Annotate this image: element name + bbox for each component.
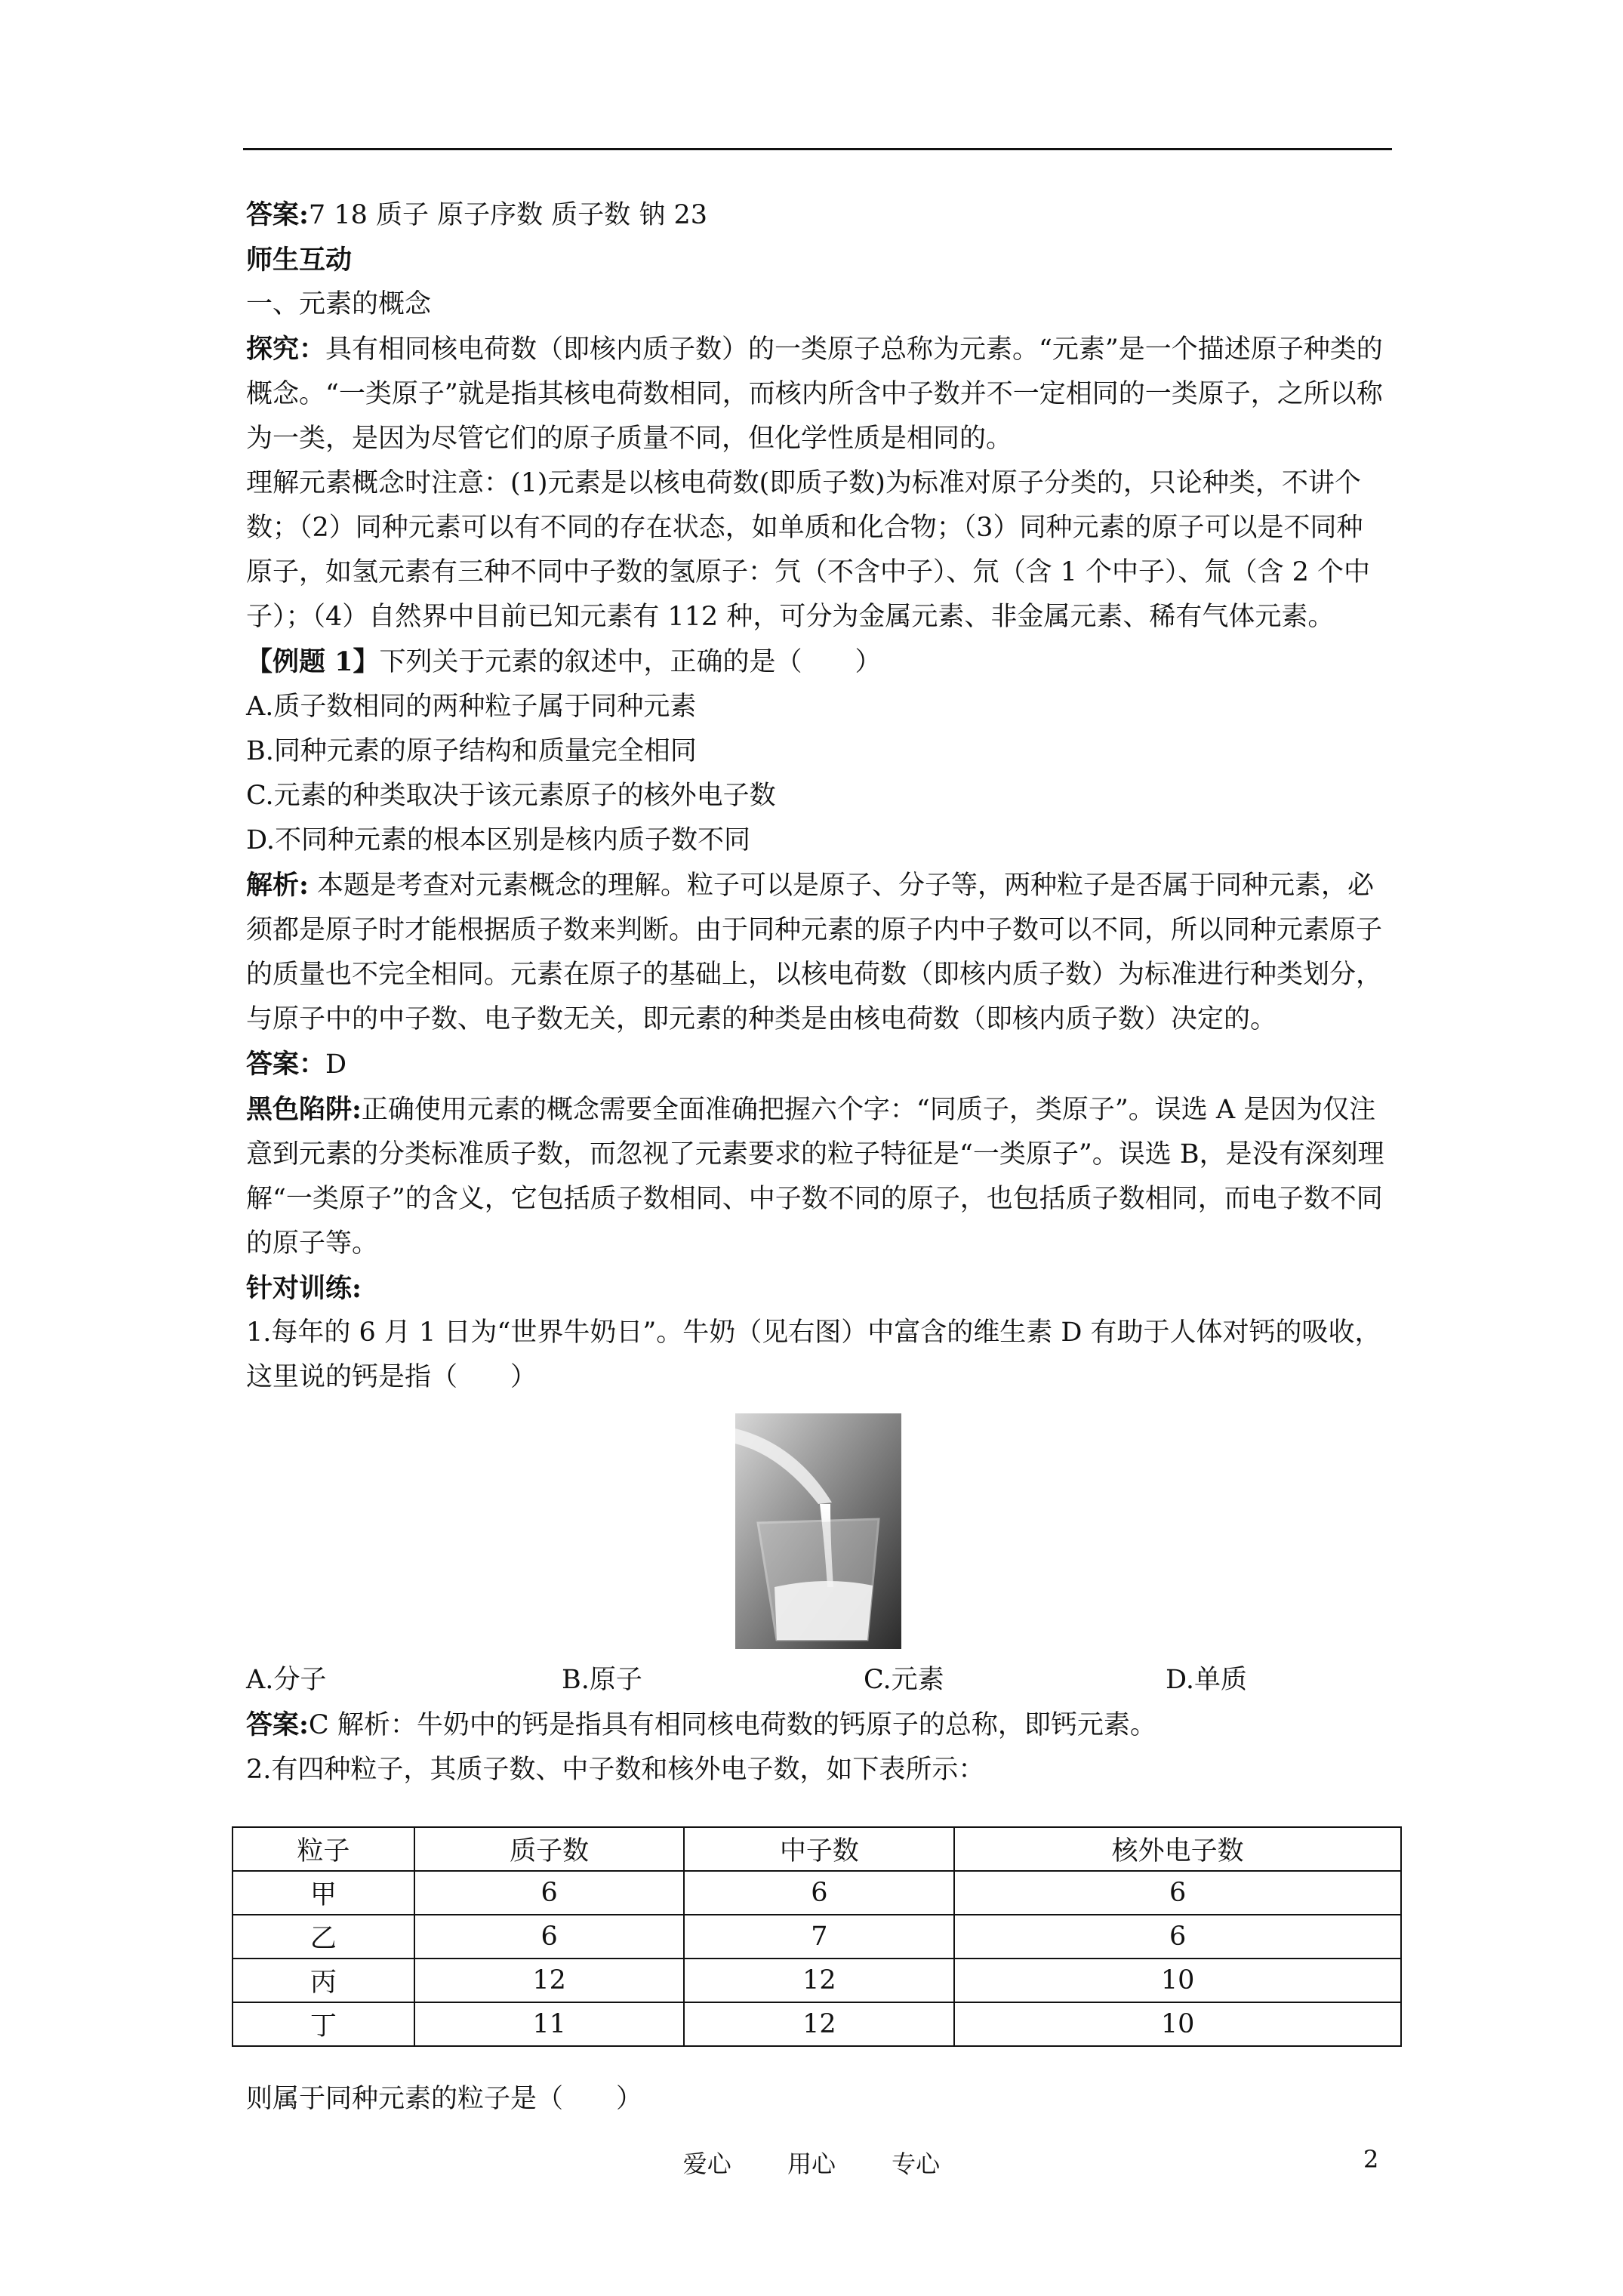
footer-item: 用心 bbox=[787, 2150, 836, 2178]
document-body bbox=[246, 193, 1386, 1792]
particle-table bbox=[232, 1826, 1402, 2047]
example-option-b: B.同种元素的原子结构和质量完全相同 bbox=[246, 736, 697, 766]
analysis-paragraph: 解析: 本题是考查对元素概念的理解。粒子可以是原子、分子等，两种粒子是否属于同种元素，必须都是原子时才能根据质子数来判断。由于同种元素的原子内中子数可以不同，所以同种元素原子的质量也不完全相同。元素在原子的基础上，以核电荷数（即核内质子数）为标准进行种类划分，与原子中的中子数、电子数无关，即元素的种类是由核电荷数（即核内质子数）决定的。 bbox=[246, 870, 1383, 1034]
table-row bbox=[233, 1871, 1401, 1915]
answer-line: 答案:7 18 质子 原子序数 质子数 钠 23 bbox=[246, 199, 708, 230]
q1-option-a: A.分子 bbox=[246, 1665, 327, 1695]
table-cell: 12 bbox=[684, 2002, 954, 2046]
table-cell: 乙 bbox=[233, 1915, 414, 1959]
table-cell: 12 bbox=[414, 1959, 685, 2002]
q1-option-d: D.单质 bbox=[1166, 1665, 1247, 1695]
table-cell: 7 bbox=[684, 1915, 954, 1959]
question-1-answer: 答案:C 解析：牛奶中的钙是指具有相同核电荷数的钙原子的总称，即钙元素。 bbox=[246, 1709, 1156, 1740]
training-heading: 针对训练: bbox=[246, 1273, 362, 1304]
table-header-row bbox=[233, 1827, 1401, 1871]
table-header: 粒子 bbox=[233, 1827, 414, 1871]
table-cell: 11 bbox=[414, 2002, 685, 2046]
footer-item: 爱心 bbox=[682, 2150, 731, 2178]
table-cell: 6 bbox=[414, 1915, 685, 1959]
q1-option-b: B.原子 bbox=[562, 1665, 642, 1695]
table-cell: 甲 bbox=[233, 1871, 414, 1915]
question-2: 2.有四种粒子，其质子数、中子数和核外电子数，如下表所示： bbox=[246, 1755, 985, 1785]
trap-paragraph: 黑色陷阱:正确使用元素的概念需要全面准确把握六个字：“同质子，类原子”。误选 A 是因为仅注意到元素的分类标准质子数，而忽视了元素要求的粒子特征是“一类原子”。误选 B，是没有深刻理解“一类原子”的含义，它包括质子数相同、中子数不同的原子，也包括质子数相同，而电子数不同的原子等。 bbox=[246, 1094, 1384, 1259]
example-stem: 【例题 1】下列关于元素的叙述中，正确的是（ ） bbox=[246, 646, 882, 677]
table-cell: 6 bbox=[954, 1915, 1401, 1959]
explore-paragraph: 探究：具有相同核电荷数（即核内质子数）的一类原子总称为元素。“元素”是一个描述原子种类的概念。“一类原子”就是指其核电荷数相同，而核内所含中子数并不一定相同的一类原子，之所以称为一类，是因为尽管它们的原子质量不同，但化学性质是相同的。 bbox=[246, 334, 1383, 454]
question-1-options bbox=[246, 1658, 1386, 1703]
example-answer: 答案：D bbox=[246, 1049, 347, 1080]
table-cell: 丁 bbox=[233, 2002, 414, 2046]
milk-glass-photo bbox=[735, 1413, 901, 1649]
table-cell: 6 bbox=[954, 1871, 1401, 1915]
table-cell: 6 bbox=[414, 1871, 685, 1915]
table-cell: 10 bbox=[954, 1959, 1401, 2002]
table-header: 质子数 bbox=[414, 1827, 685, 1871]
table-cell: 6 bbox=[684, 1871, 954, 1915]
section-heading: 师生互动 bbox=[246, 245, 353, 276]
example-option-d: D.不同种元素的根本区别是核内质子数不同 bbox=[246, 825, 750, 855]
page-number: 2 bbox=[1363, 2145, 1379, 2174]
table-row bbox=[233, 2002, 1401, 2046]
table-cell: 12 bbox=[684, 1959, 954, 2002]
page-footer bbox=[0, 2145, 1623, 2180]
table-cell: 丙 bbox=[233, 1959, 414, 2002]
footer-item: 专心 bbox=[892, 2150, 941, 2178]
subsection-heading: 一、元素的概念 bbox=[246, 289, 432, 319]
question-1: 1.每年的 6 月 1 日为“世界牛奶日”。牛奶（见右图）中富含的维生素 D 有助于人体对钙的吸收，这里说的钙是指（ ） bbox=[246, 1318, 1381, 1392]
note-paragraph: 理解元素概念时注意：(1)元素是以核电荷数(即质子数)为标准对原子分类的，只论种类，不讲个数；（2）同种元素可以有不同的存在状态，如单质和化合物；（3）同种元素的原子可以是不同种原子，如氢元素有三种不同中子数的氢原子：氕（不含中子）、氘（含 1 个中子）、氚（含 2 个中子）；（4）自然界中目前已知元素有 112 种，可分为金属元素、非金属元素、稀有气体元素。 bbox=[246, 468, 1371, 632]
table-header: 中子数 bbox=[684, 1827, 954, 1871]
table-row bbox=[233, 1959, 1401, 2002]
question-2-stem-end: 则属于同种元素的粒子是（ ） bbox=[246, 2084, 643, 2114]
table-cell: 10 bbox=[954, 2002, 1401, 2046]
example-option-c: C.元素的种类取决于该元素原子的核外电子数 bbox=[246, 781, 776, 811]
example-option-a: A.质子数相同的两种粒子属于同种元素 bbox=[246, 692, 697, 722]
q1-option-c: C.元素 bbox=[864, 1665, 944, 1695]
table-header: 核外电子数 bbox=[954, 1827, 1401, 1871]
header-rule bbox=[243, 148, 1392, 150]
table-row bbox=[233, 1915, 1401, 1959]
